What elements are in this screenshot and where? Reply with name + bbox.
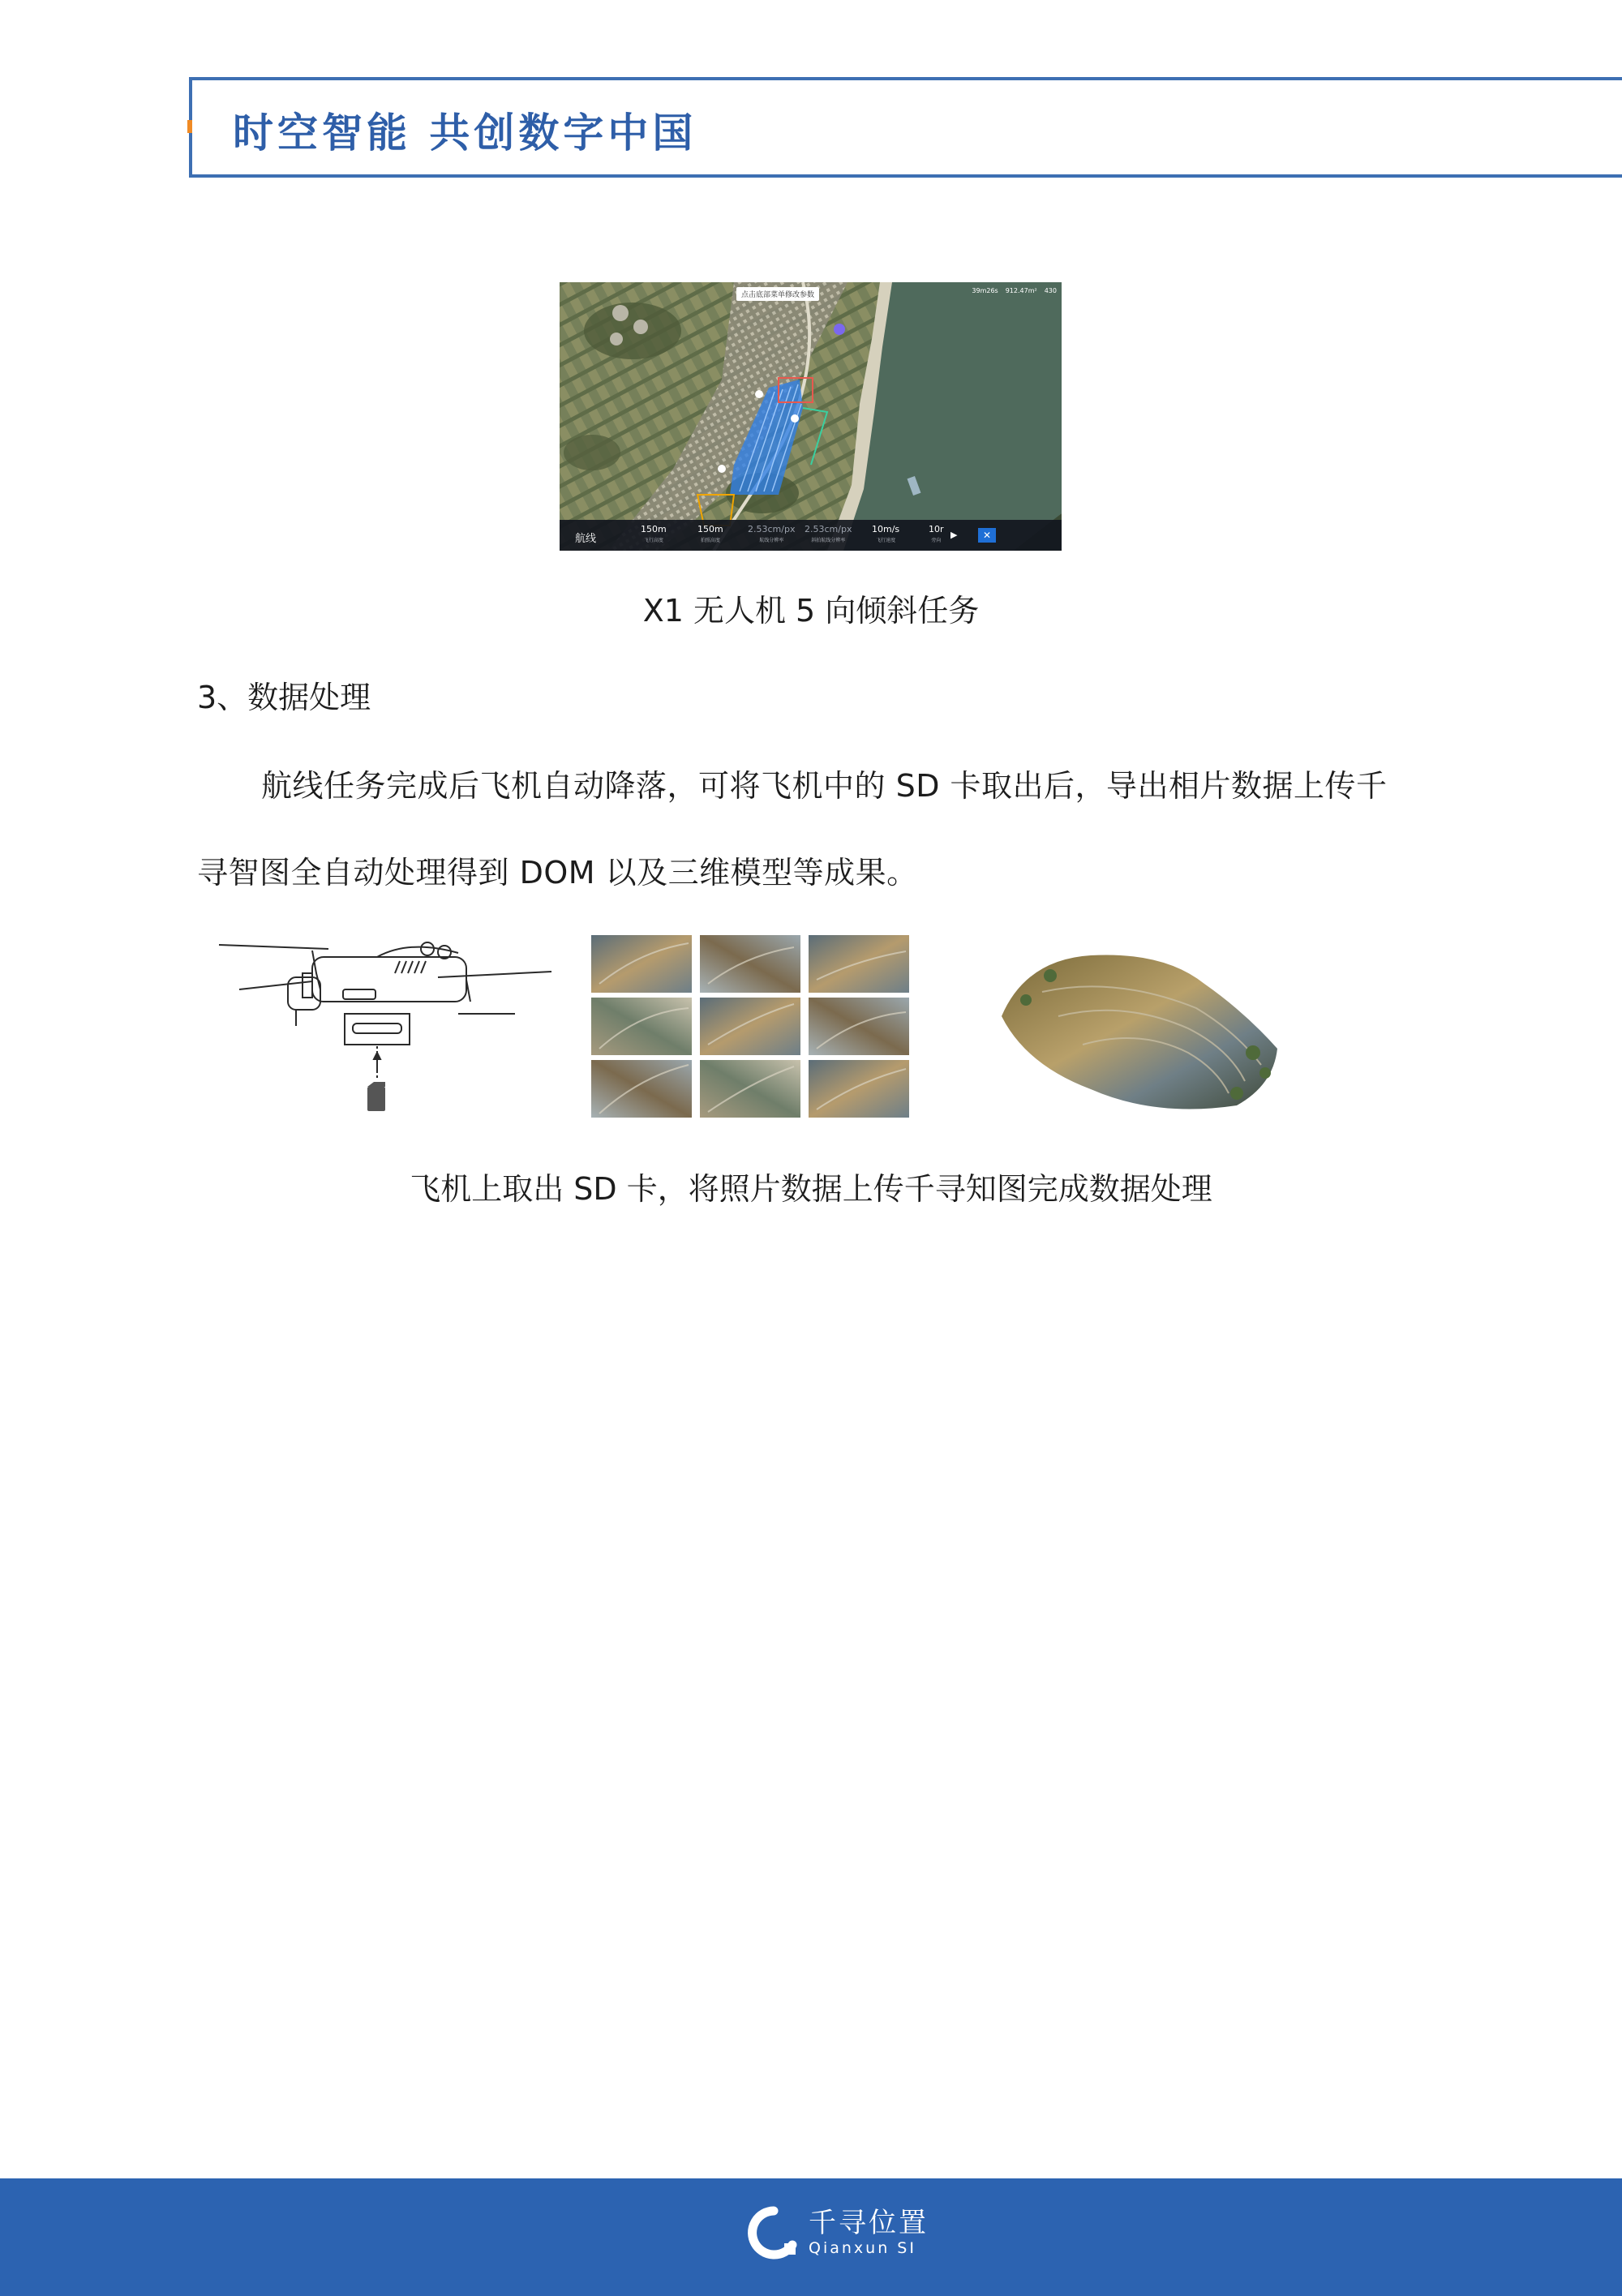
qianxun-logo-icon — [745, 2204, 802, 2261]
paragraph-line-2: 寻智图全自动处理得到 DOM 以及三维模型等成果。 — [197, 855, 918, 891]
drone-sd-card-illustration — [215, 933, 556, 1119]
route-tab[interactable]: 航线 — [575, 533, 597, 545]
mission-map-screenshot — [560, 282, 1062, 551]
photo-count-readout: 430 — [1044, 287, 1057, 294]
param-speed[interactable]: 10m/s 飞行速度 — [872, 524, 900, 543]
map-status-bar — [972, 287, 1057, 294]
param-flight-height[interactable]: 150m 飞行高度 — [641, 524, 667, 543]
section-heading: 3、数据处理 — [197, 680, 371, 715]
map-hint-banner: 点击底部菜单修改参数 — [736, 287, 819, 301]
3d-terrain-model — [993, 943, 1289, 1118]
aerial-photo-grid — [591, 935, 909, 1118]
param-side[interactable]: 10r 旁向 — [929, 524, 944, 543]
satellite-map — [560, 282, 1062, 551]
footer-brand-en: Qianxun SI — [809, 2239, 916, 2257]
timer-readout: 39m26s — [972, 287, 998, 294]
header-accent-mark — [187, 120, 192, 133]
figure1-caption: X1 无人机 5 向倾斜任务 — [642, 593, 980, 629]
footer-logo — [745, 2204, 929, 2261]
param-oblique-gsd[interactable]: 2.53cm/px 斜拍航线分辨率 — [805, 524, 852, 543]
close-icon[interactable]: ✕ — [978, 528, 996, 543]
area-readout: 912.47m² — [1005, 287, 1037, 294]
footer-brand-cn: 千寻位置 — [809, 2207, 929, 2239]
mission-param-bar — [560, 520, 1062, 551]
figure2-caption: 飞机上取出 SD 卡，将照片数据上传千寻知图完成数据处理 — [410, 1171, 1212, 1207]
play-arrow-icon[interactable]: ▶ — [950, 530, 958, 540]
header-title: 时空智能 共创数字中国 — [233, 109, 697, 157]
param-photo-height[interactable]: 150m 拍照高度 — [697, 524, 723, 543]
param-gsd[interactable]: 2.53cm/px 航线分辨率 — [748, 524, 796, 543]
paragraph-line-1: 航线任务完成后飞机自动降落，可将飞机中的 SD 卡取出后，导出相片数据上传千 — [261, 768, 1388, 804]
